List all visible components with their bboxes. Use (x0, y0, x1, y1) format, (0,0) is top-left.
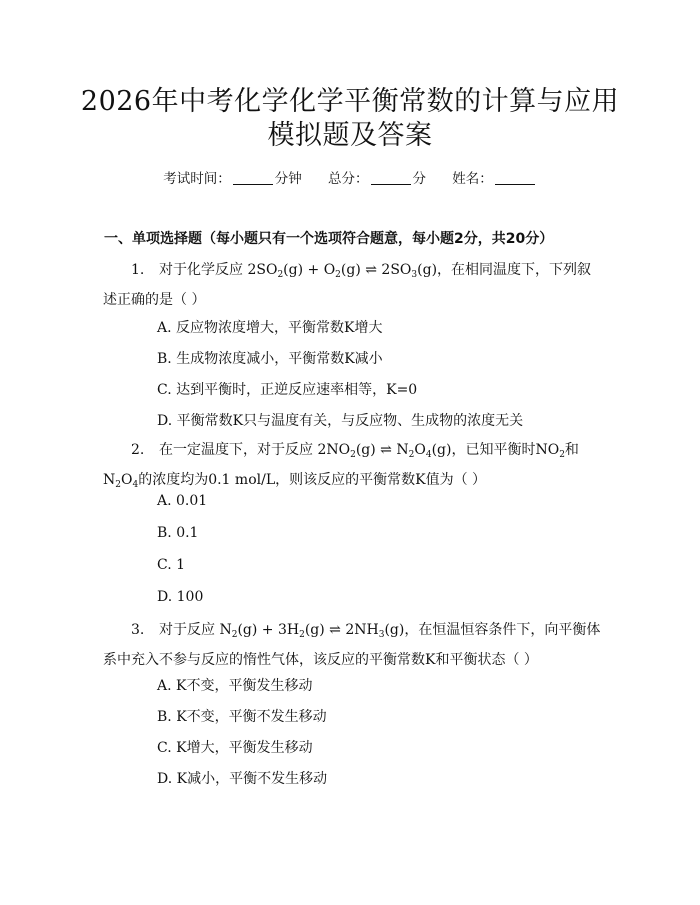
score-field (328, 171, 426, 187)
q-text: 在一定温度下，对于反应 2NO (159, 442, 351, 458)
subscript: 2 (559, 450, 565, 460)
subscript: 2 (299, 630, 305, 640)
subscript: 3 (411, 270, 418, 280)
q-text: O (414, 442, 426, 458)
exam-info (0, 167, 700, 187)
question-2 (103, 435, 601, 495)
question-3 (103, 615, 601, 675)
name-field (452, 171, 537, 187)
score-label: 总分： (328, 171, 369, 187)
question-number: 2. (131, 442, 145, 458)
option-2a: A. 0.01 (157, 493, 208, 509)
question-number: 1. (131, 262, 145, 278)
subscript: 2 (231, 630, 238, 640)
option-1d: D. 平衡常数K只与温度有关，与反应物、生成物的浓度无关 (157, 413, 524, 429)
q-text: (g) ⇌ 2NH (304, 622, 379, 638)
subscript: 4 (425, 450, 432, 460)
time-blank (233, 173, 273, 185)
q-text: (g) + 3H (237, 622, 300, 638)
q-text: (g)，已知平衡时NO (431, 442, 560, 458)
q-text: O (120, 472, 133, 488)
q-text: (g) ⇌ N (355, 442, 409, 458)
section-heading: 一、单项选择题（每小题只有一个选项符合题意，每小题2分，共20分） (104, 231, 554, 247)
q-text: 对于化学反应 2SO (159, 262, 278, 278)
name-label: 姓名： (452, 171, 493, 187)
option-3b: B. K不变，平衡不发生移动 (157, 709, 327, 725)
q-text: (g) + O (283, 262, 336, 278)
option-2d: D. 100 (157, 589, 204, 605)
time-unit: 分钟 (274, 171, 302, 187)
q-text: (g)，在相同温度下，下列叙述正确的是（ ） (103, 262, 592, 308)
score-blank (371, 173, 411, 185)
page-title-line1: 2026年中考化学化学平衡常数的计算与应用 (80, 86, 620, 117)
question-number: 3. (131, 622, 145, 638)
option-1b: B. 生成物浓度减小，平衡常数K减小 (157, 351, 383, 367)
q-text: (g) ⇌ 2SO (340, 262, 412, 278)
subscript: 4 (132, 480, 139, 490)
option-3c: C. K增大，平衡发生移动 (157, 740, 313, 756)
page-title-line2: 模拟题及答案 (267, 120, 433, 151)
time-label: 考试时间： (163, 171, 231, 187)
option-2b: B. 0.1 (157, 525, 199, 541)
subscript: 2 (408, 450, 415, 460)
option-1a: A. 反应物浓度增大，平衡常数K增大 (157, 320, 383, 336)
subscript: 3 (378, 630, 385, 640)
score-unit: 分 (412, 171, 426, 187)
subscript: 2 (277, 270, 284, 280)
option-1c: C. 达到平衡时，正逆反应速率相等，K=0 (157, 382, 418, 398)
subscript: 2 (335, 270, 341, 280)
subscript: 2 (350, 450, 356, 460)
option-3a: A. K不变，平衡发生移动 (157, 678, 313, 694)
q-text: 对于反应 N (159, 622, 232, 638)
question-1 (103, 255, 601, 315)
q-text: 和N (103, 442, 579, 488)
q-text: 的浓度均为0.1 mol/L，则该反应的平衡常数K值为（ ） (138, 472, 487, 488)
q-text: (g)，在恒温恒容条件下，向平衡体系中充入不参与反应的惰性气体，该反应的平衡常数K和平衡状态（ ） (103, 622, 601, 668)
option-3d: D. K减小，平衡不发生移动 (157, 771, 328, 787)
time-field (163, 171, 302, 187)
name-blank (495, 173, 535, 185)
option-2c: C. 1 (157, 557, 186, 573)
subscript: 2 (115, 480, 121, 490)
